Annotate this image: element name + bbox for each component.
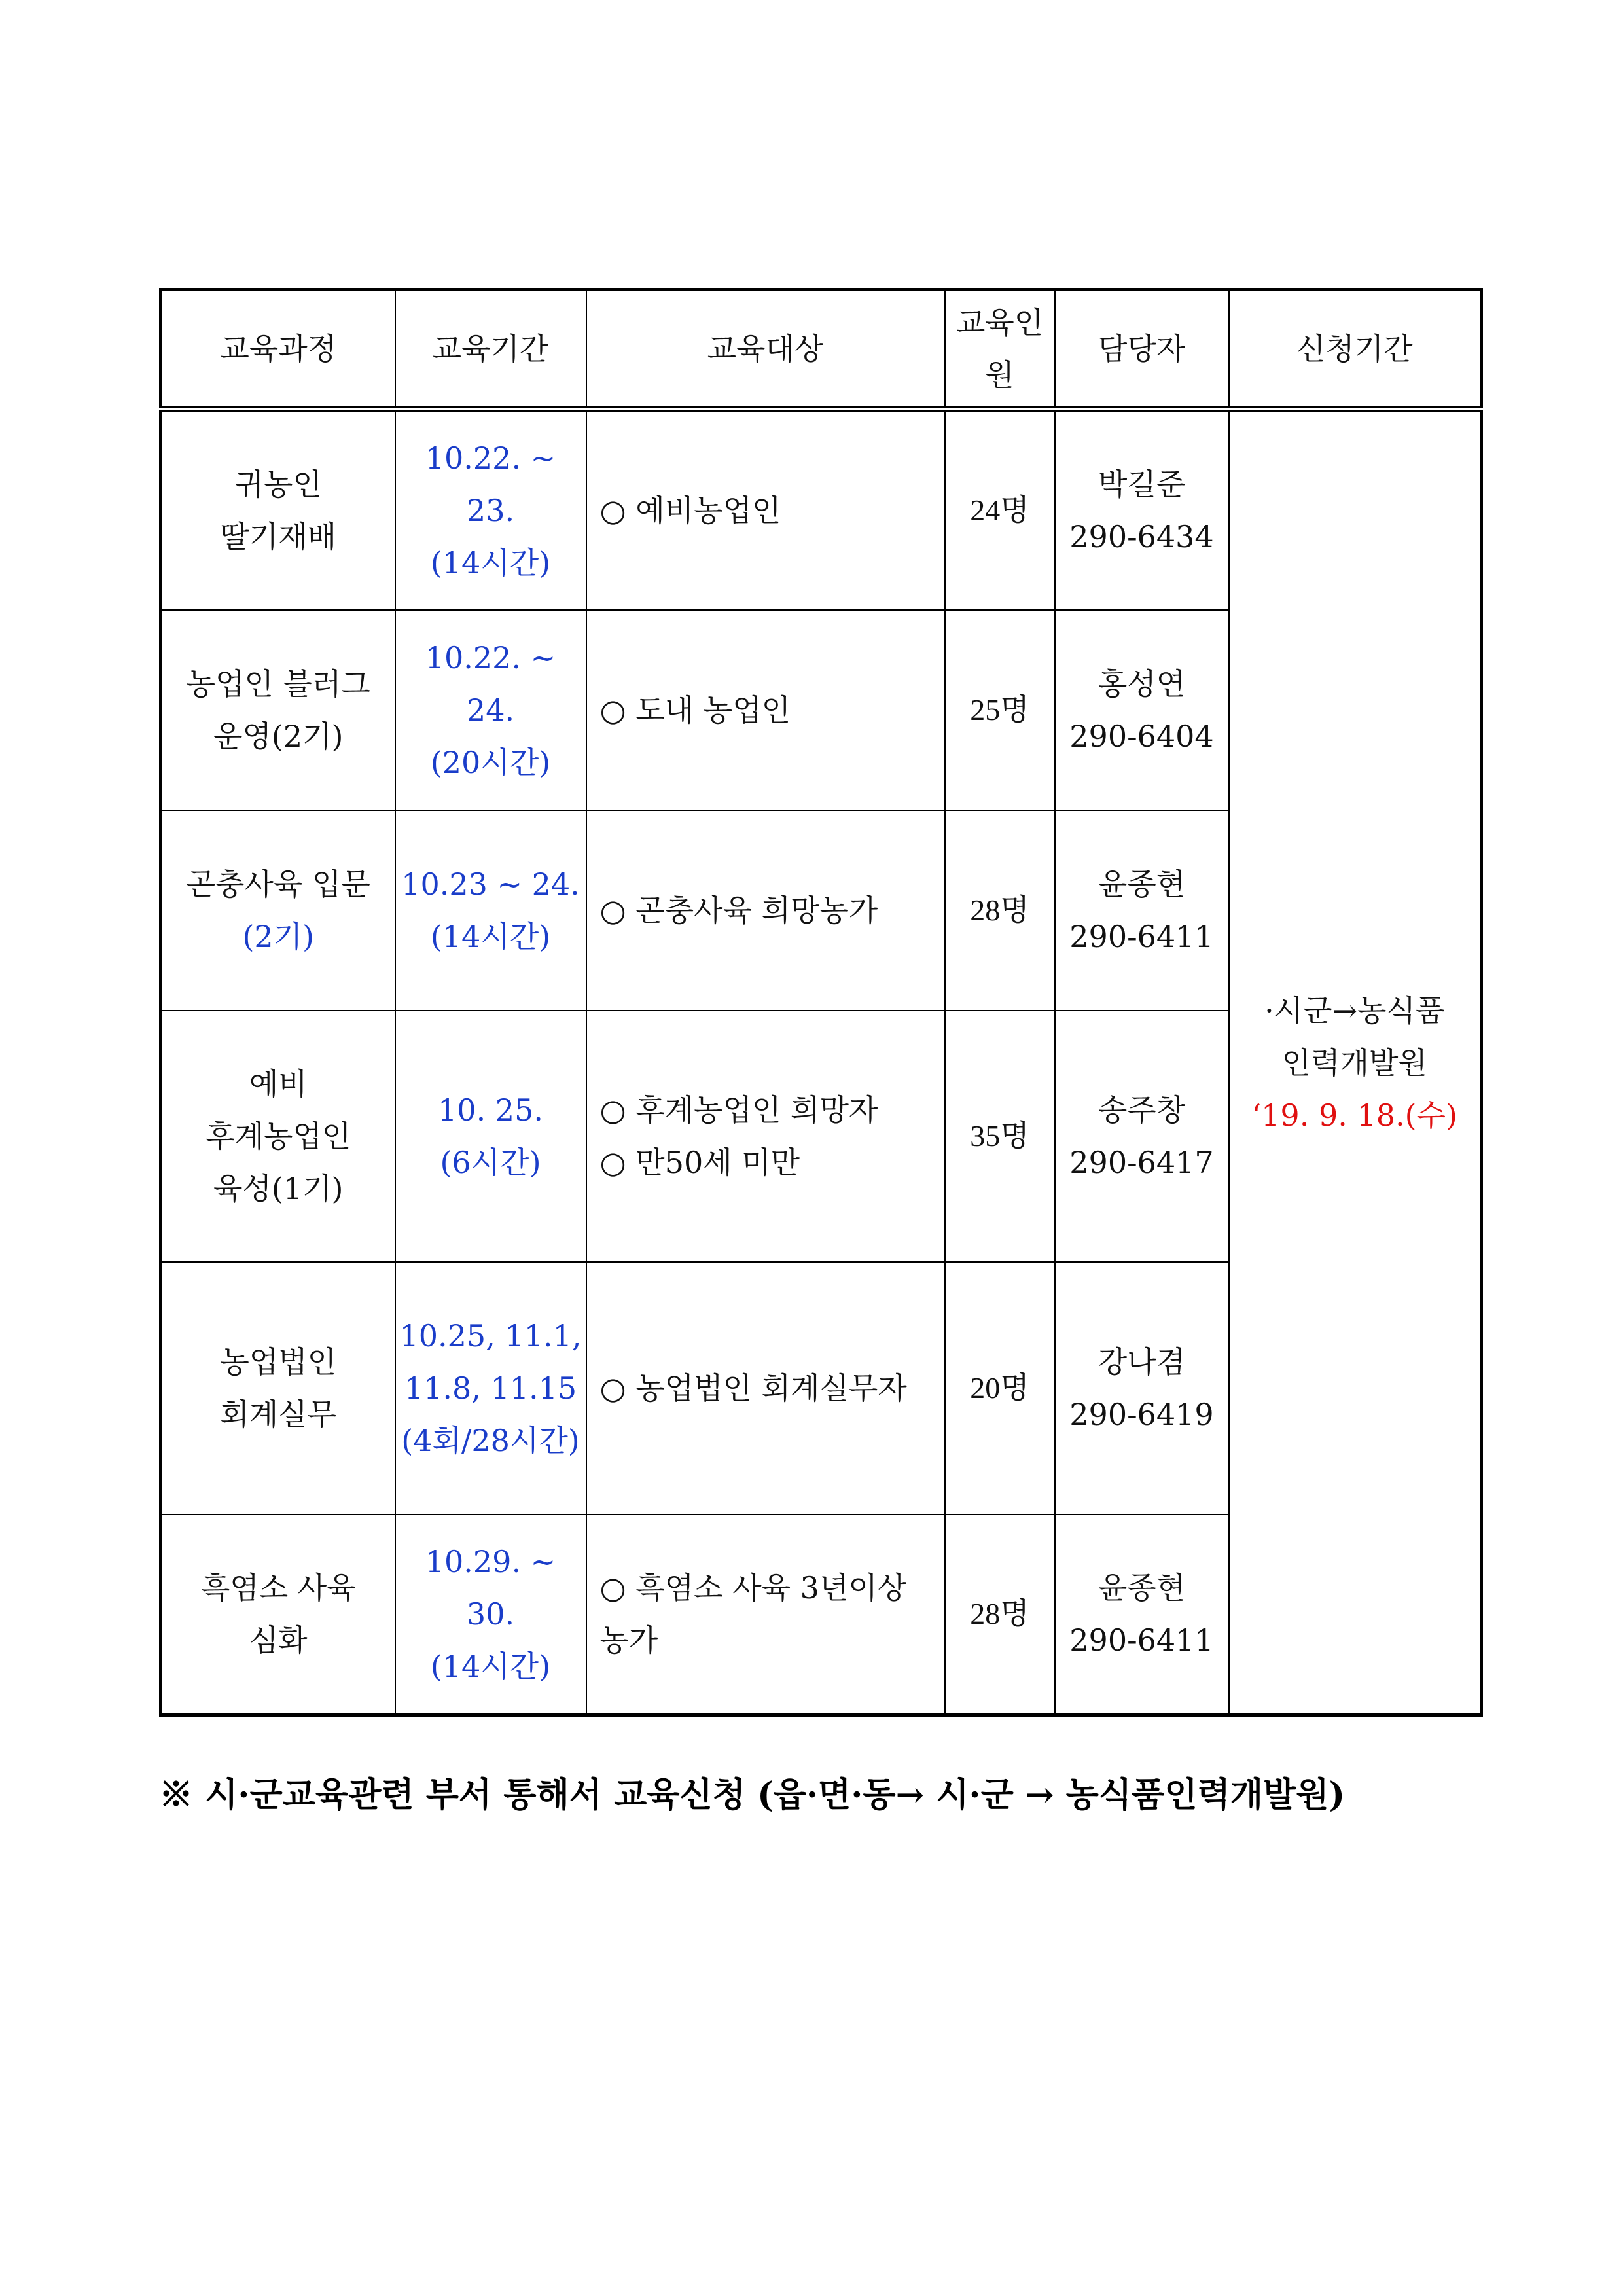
contact-phone: 290-6434: [1069, 519, 1214, 555]
course-cell: [161, 610, 395, 810]
table-row: [161, 410, 1482, 610]
apply-destination: 인력개발원: [1281, 1045, 1427, 1081]
apply-deadline: ‘19. 9. 18.(수): [1251, 1098, 1457, 1133]
contact-cell: [1055, 810, 1229, 1011]
course-line: 흑염소 사육: [200, 1570, 356, 1606]
target-cell: [586, 1262, 945, 1515]
contact-cell: [1055, 410, 1229, 610]
period-cell: [395, 410, 586, 610]
contact-phone: 290-6411: [1069, 1623, 1214, 1659]
course-line: 운영(2기): [213, 718, 344, 754]
period-line: (14시간): [430, 1649, 551, 1685]
count-cell: 28명: [945, 810, 1055, 1011]
period-line: 10.22. ~ 23.: [425, 440, 556, 529]
period-line: 10. 25.: [438, 1092, 543, 1128]
period-line: (14시간): [430, 918, 551, 954]
course-line: 후계농업인: [205, 1118, 351, 1154]
education-schedule-table: [159, 288, 1483, 1717]
target-cell: [586, 610, 945, 810]
count-cell: 24명: [945, 410, 1055, 610]
period-cell: [395, 810, 586, 1011]
course-cell: [161, 1011, 395, 1262]
contact-name: 홍성연: [1097, 666, 1186, 702]
target-cell: [586, 1011, 945, 1262]
period-line: (14시간): [430, 545, 551, 581]
period-line: (4회/28시간): [401, 1422, 580, 1458]
period-line: 11.8, 11.15: [404, 1370, 577, 1406]
header-period: 교육기간: [395, 290, 586, 410]
contact-cell: [1055, 1262, 1229, 1515]
period-cell: [395, 1011, 586, 1262]
target-line: ○ 후계농업인 희망자: [599, 1092, 878, 1128]
contact-name: 윤종현: [1097, 1570, 1186, 1606]
target-cell: [586, 1515, 945, 1715]
course-line: 심화: [249, 1623, 308, 1659]
course-line: 회계실무: [220, 1396, 337, 1432]
course-line: 곤충사육 입문: [186, 866, 370, 902]
course-cell: [161, 410, 395, 610]
header-row: [161, 290, 1482, 410]
target-cell: [586, 410, 945, 610]
period-line: (6시간): [440, 1144, 541, 1180]
header-apply-period: 신청기간: [1229, 290, 1482, 410]
contact-phone: 290-6404: [1069, 718, 1214, 754]
course-line: 귀농인: [234, 467, 322, 503]
period-line: 10.22. ~ 24.: [425, 639, 556, 728]
course-cell: [161, 810, 395, 1011]
contact-name: 윤종현: [1097, 866, 1186, 902]
target-line: 농가: [599, 1623, 658, 1659]
course-cell: [161, 1515, 395, 1715]
target-line: ○ 흑염소 사육 3년이상: [599, 1570, 907, 1606]
target-line: ○ 예비농업인: [599, 493, 781, 529]
period-cell: [395, 1515, 586, 1715]
contact-phone: 290-6411: [1069, 918, 1214, 954]
course-line: (2기): [242, 918, 315, 954]
course-line: 육성(1기): [213, 1170, 344, 1206]
contact-phone: 290-6419: [1069, 1396, 1214, 1432]
target-line: ○ 도내 농업인: [599, 692, 791, 728]
application-note: ※ 시·군교육관련 부서 통해서 교육신청 (읍·면·동→ 시·군 → 농식품인력개발원): [159, 1775, 1346, 1815]
apply-route: ·시군→농식품: [1264, 993, 1445, 1028]
count-cell: 20명: [945, 1262, 1055, 1515]
period-cell: [395, 1262, 586, 1515]
course-line: 딸기재배: [220, 519, 337, 555]
period-line: 10.23 ~ 24.: [401, 866, 580, 902]
count-cell: 28명: [945, 1515, 1055, 1715]
period-line: 10.29. ~ 30.: [425, 1544, 556, 1632]
period-line: (20시간): [430, 744, 551, 780]
header-target: 교육대상: [586, 290, 945, 410]
course-line: 농업법인: [220, 1344, 337, 1380]
contact-name: 박길준: [1097, 467, 1186, 503]
contact-name: 송주창: [1097, 1092, 1186, 1128]
target-line: ○ 곤충사육 희망농가: [599, 892, 878, 928]
count-cell: 25명: [945, 610, 1055, 810]
course-line: 농업인 블러그: [186, 666, 370, 702]
contact-cell: [1055, 1515, 1229, 1715]
target-cell: [586, 810, 945, 1011]
target-line: ○ 만50세 미만: [599, 1144, 800, 1180]
course-line: 예비: [249, 1066, 308, 1102]
contact-cell: [1055, 1011, 1229, 1262]
contact-phone: 290-6417: [1069, 1144, 1214, 1180]
target-line: ○ 농업법인 회계실무자: [599, 1370, 907, 1406]
period-line: 10.25, 11.1,: [399, 1318, 582, 1354]
contact-name: 강나겸: [1097, 1344, 1186, 1380]
header-contact: 담당자: [1055, 290, 1229, 410]
count-cell: 35명: [945, 1011, 1055, 1262]
header-course: 교육과정: [161, 290, 395, 410]
course-cell: [161, 1262, 395, 1515]
apply-period-cell: [1229, 410, 1482, 1715]
header-count: 교육인원: [945, 290, 1055, 410]
period-cell: [395, 610, 586, 810]
contact-cell: [1055, 610, 1229, 810]
